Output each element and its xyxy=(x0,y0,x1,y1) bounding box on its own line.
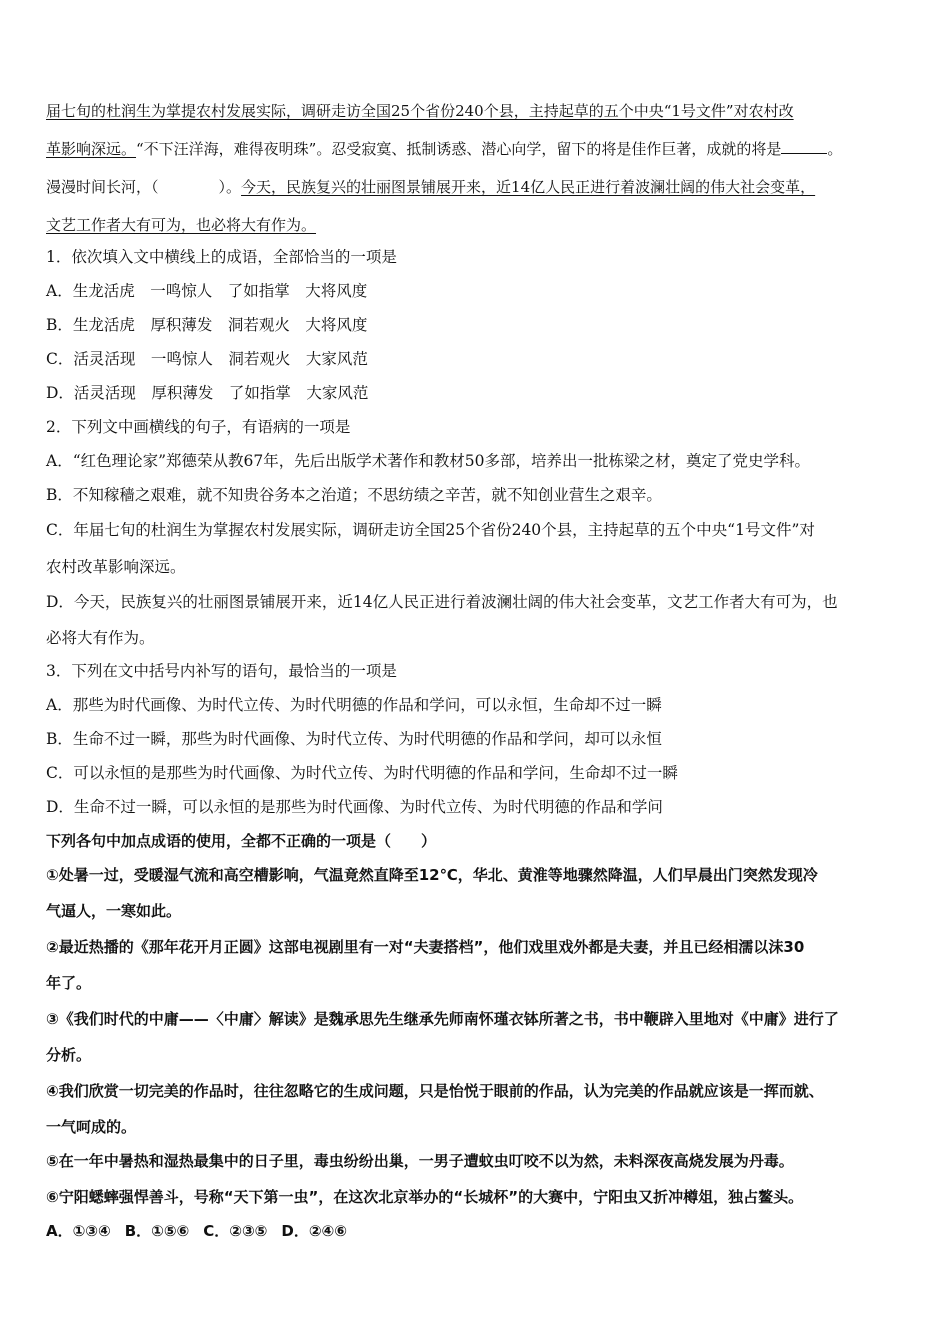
q4-sentence-4-line-1: ④我们欣赏一切完美的作品时，往往忽略它的生成问题，只是怡悦于眼前的作品，认为完美的作品就应该是一挥而就、 xyxy=(46,1082,824,1100)
passage-line-2: 革影响深远。“不下汪洋海，难得夜明珠”。忍受寂寞、抵制诱惑、潜心向学，留下的将是佳作巨著，成就的将是 。 xyxy=(46,140,843,158)
q3-stem: 3．下列在文中括号内补写的语句，最恰当的一项是 xyxy=(46,662,397,680)
q2-option-c-line-2: 农村改革影响深远。 xyxy=(46,558,186,576)
q2-stem: 2．下列文中画横线的句子，有语病的一项是 xyxy=(46,418,351,436)
passage-line-3: 漫漫时间长河，（ ）。今天，民族复兴的壮丽图景铺展开来，近14亿人民正进行着波澜壮阔的伟大社会变革， xyxy=(46,178,816,196)
q4-option-a: A．①③④ xyxy=(46,1222,111,1240)
q4-option-d: D．②④⑥ xyxy=(281,1222,347,1240)
passage-line-1 xyxy=(46,100,794,122)
q4-sentence-1-line-2: 气逼人，一寒如此。 xyxy=(46,902,182,920)
q2-option-c-line-1: C．年届七旬的杜润生为掌握农村发展实际，调研走访全国25个省份240个县，主持起草的五个中央“1号文件”对 xyxy=(46,521,815,539)
underlined-sentence: 革影响深远。 xyxy=(46,140,137,158)
q4-sentence-4-line-2: 一气呵成的。 xyxy=(46,1118,137,1136)
q4-sentence-2-line-2: 年了。 xyxy=(46,974,92,992)
underlined-sentence: 届七旬的杜润生为掌提农村发展实际，调研走访全国25个省份240个县，主持起草的五个中央“1号文件”对农村改 xyxy=(46,102,794,120)
q4-stem: 下列各句中加点成语的使用，全都不正确的一项是（ ） xyxy=(46,832,437,850)
q4-sentence-3-line-1: ③《我们时代的中庸——〈中庸〉解读》是魏承思先生继承先师南怀瑾衣钵所著之书，书中鞭辟入里地对《中庸》进行了 xyxy=(46,1010,839,1028)
q4-sentence-2-line-1: ②最近热播的《那年花开月正圆》这部电视剧里有一对“夫妻搭档”，他们戏里戏外都是夫妻，并且已经相濡以沫30 xyxy=(46,938,805,956)
q2-option-b: B．不知稼穑之艰难，就不知贵谷务本之治道；不思纺绩之辛苦，就不知创业营生之艰辛。 xyxy=(46,486,662,504)
q4-sentence-1-line-1: ①处暑一过，受暖湿气流和高空槽影响，气温竟然直降至12℃，华北、黄淮等地骤然降温，人们早晨出门突然发现冷 xyxy=(46,866,818,884)
q2-option-d-line-1: D．今天，民族复兴的壮丽图景铺展开来，近14亿人民正进行着波澜壮阔的伟大社会变革，文艺工作者大有可为，也 xyxy=(46,593,838,611)
q4-sentence-6: ⑥宁阳蟋蟀强悍善斗，号称“天下第一虫”，在这次北京举办的“长城杯”的大赛中，宁阳虫又折冲樽俎，独占鳌头。 xyxy=(46,1188,804,1206)
q2-option-d-line-2: 必将大有作为。 xyxy=(46,629,155,647)
q4-sentence-3-line-2: 分析。 xyxy=(46,1046,92,1064)
q4-sentence-5: ⑤在一年中暑热和湿热最集中的日子里，毒虫纷纷出巢，一男子遭蚊虫叮咬不以为然，未料深夜高烧发展为丹毒。 xyxy=(46,1152,794,1170)
q4-option-c: C．②③⑤ xyxy=(203,1222,268,1240)
q3-option-b: B．生命不过一瞬，那些为时代画像、为时代立传、为时代明德的作品和学问，却可以永恒 xyxy=(46,730,662,748)
q4-options xyxy=(46,1220,347,1242)
fill-blank xyxy=(781,139,827,154)
q2-option-a: A．“红色理论家”郑德荣从教67年，先后出版学术著作和教材50多部，培养出一批栋梁之材，奠定了党史学科。 xyxy=(46,452,810,470)
q4-option-b: B．①⑤⑥ xyxy=(124,1222,190,1240)
q3-option-d: D．生命不过一瞬，可以永恒的是那些为时代画像、为时代立传、为时代明德的作品和学问 xyxy=(46,798,663,816)
q3-option-a: A．那些为时代画像、为时代立传、为时代明德的作品和学问，可以永恒，生命却不过一瞬 xyxy=(46,696,662,714)
q3-option-c: C．可以永恒的是那些为时代画像、为时代立传、为时代明德的作品和学问，生命却不过一瞬 xyxy=(46,764,678,782)
passage-line-4 xyxy=(46,214,316,236)
q1-option-a: A．生龙活虎 一鸣惊人 了如指掌 大将风度 xyxy=(46,282,368,300)
q1-option-b: B．生龙活虎 厚积薄发 洞若观火 大将风度 xyxy=(46,316,368,334)
underlined-sentence: 今天，民族复兴的壮丽图景铺展开来，近14亿人民正进行着波澜壮阔的伟大社会变革， xyxy=(241,178,816,196)
q1-stem: 1．依次填入文中横线上的成语，全部恰当的一项是 xyxy=(46,248,397,266)
underlined-sentence: 文艺工作者大有可为，也必将大有作为。 xyxy=(46,216,317,234)
q1-option-c: C．活灵活现 一鸣惊人 洞若观火 大家风范 xyxy=(46,350,368,368)
q1-option-d: D．活灵活现 厚积薄发 了如指掌 大家风范 xyxy=(46,384,369,402)
